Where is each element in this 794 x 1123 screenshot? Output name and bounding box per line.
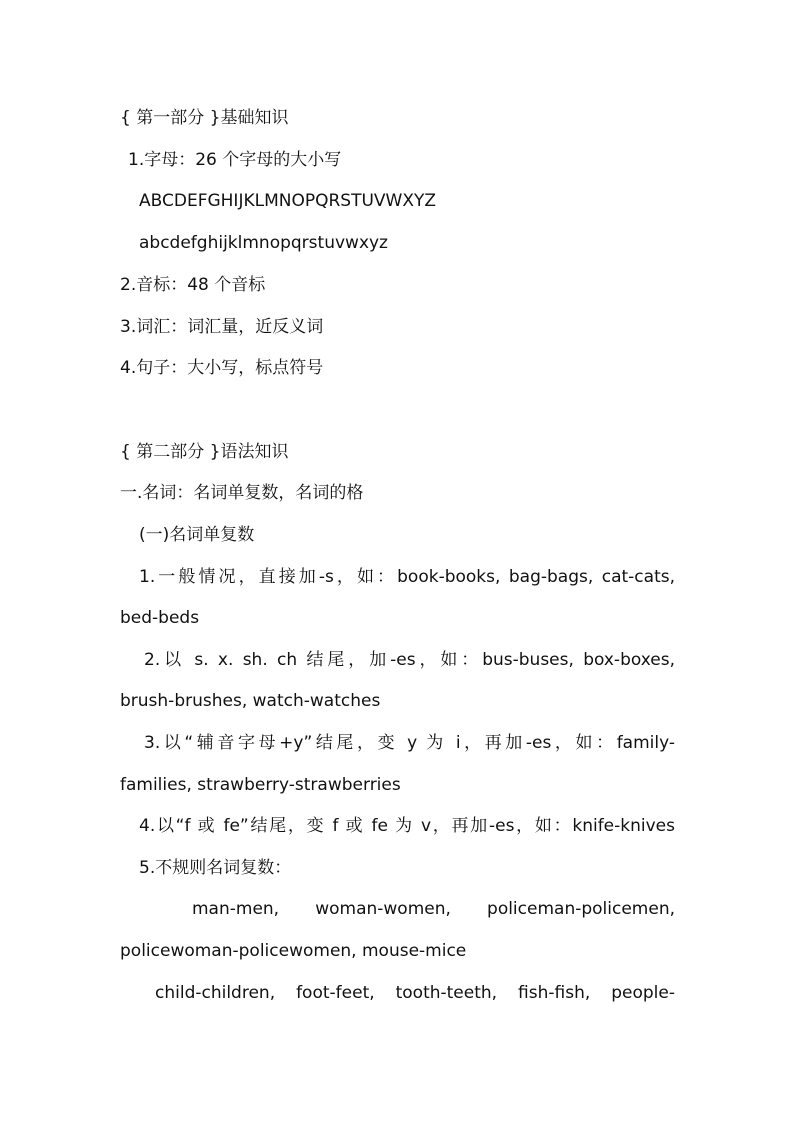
plural-rule-5: 5.不规则名词复数： <box>139 858 292 878</box>
plural-rule-2: 2.以 s. x. sh. ch 结尾，加-es，如：bus-buses, box-boxes, <box>144 650 675 670</box>
uppercase-alphabet: ABCDEFGHIJKLMNOPQRSTUVWXYZ <box>139 191 437 211</box>
part2-heading: { 第二部分 }语法知识 <box>120 442 289 462</box>
plural-rule-3-continued: families, strawberry-strawberries <box>120 775 401 795</box>
sentence-item: 4.句子：大小写，标点符号 <box>120 358 324 378</box>
plural-rule-1: 1.一般情况，直接加-s，如：book-books, bag-bags, cat-cats, <box>139 567 675 587</box>
vocabulary-item: 3.词汇：词汇量，近反义词 <box>120 317 324 337</box>
plural-rule-3: 3.以“辅音字母+y”结尾，变 y 为 i，再加-es，如：family- <box>144 733 675 753</box>
plural-rule-4: 4.以“f 或 fe”结尾，变 f 或 fe 为 v，再加-es，如：knife-knives <box>139 816 675 836</box>
plural-rule-1-continued: bed-beds <box>120 608 200 628</box>
irregular-plurals-line-2: policewoman-policewomen, mouse-mice <box>120 941 467 961</box>
irregular-plurals-line-1: man-men, woman-women, policeman-policemen, <box>192 899 675 919</box>
phonetics-item: 2.音标：48 个音标 <box>120 275 266 295</box>
part1-heading: { 第一部分 }基础知识 <box>120 108 289 128</box>
letters-item: 1.字母：26 个字母的大小写 <box>128 150 342 170</box>
irregular-plurals-line-3: child-children, foot-feet, tooth-teeth, fish-fish, people- <box>155 983 675 1003</box>
noun-section-heading: 一.名词：名词单复数，名词的格 <box>120 483 364 503</box>
plural-subheading: (一)名词单复数 <box>139 525 255 545</box>
plural-rule-2-continued: brush-brushes, watch-watches <box>120 691 381 711</box>
lowercase-alphabet: abcdefghijklmnopqrstuvwxyz <box>139 233 388 253</box>
